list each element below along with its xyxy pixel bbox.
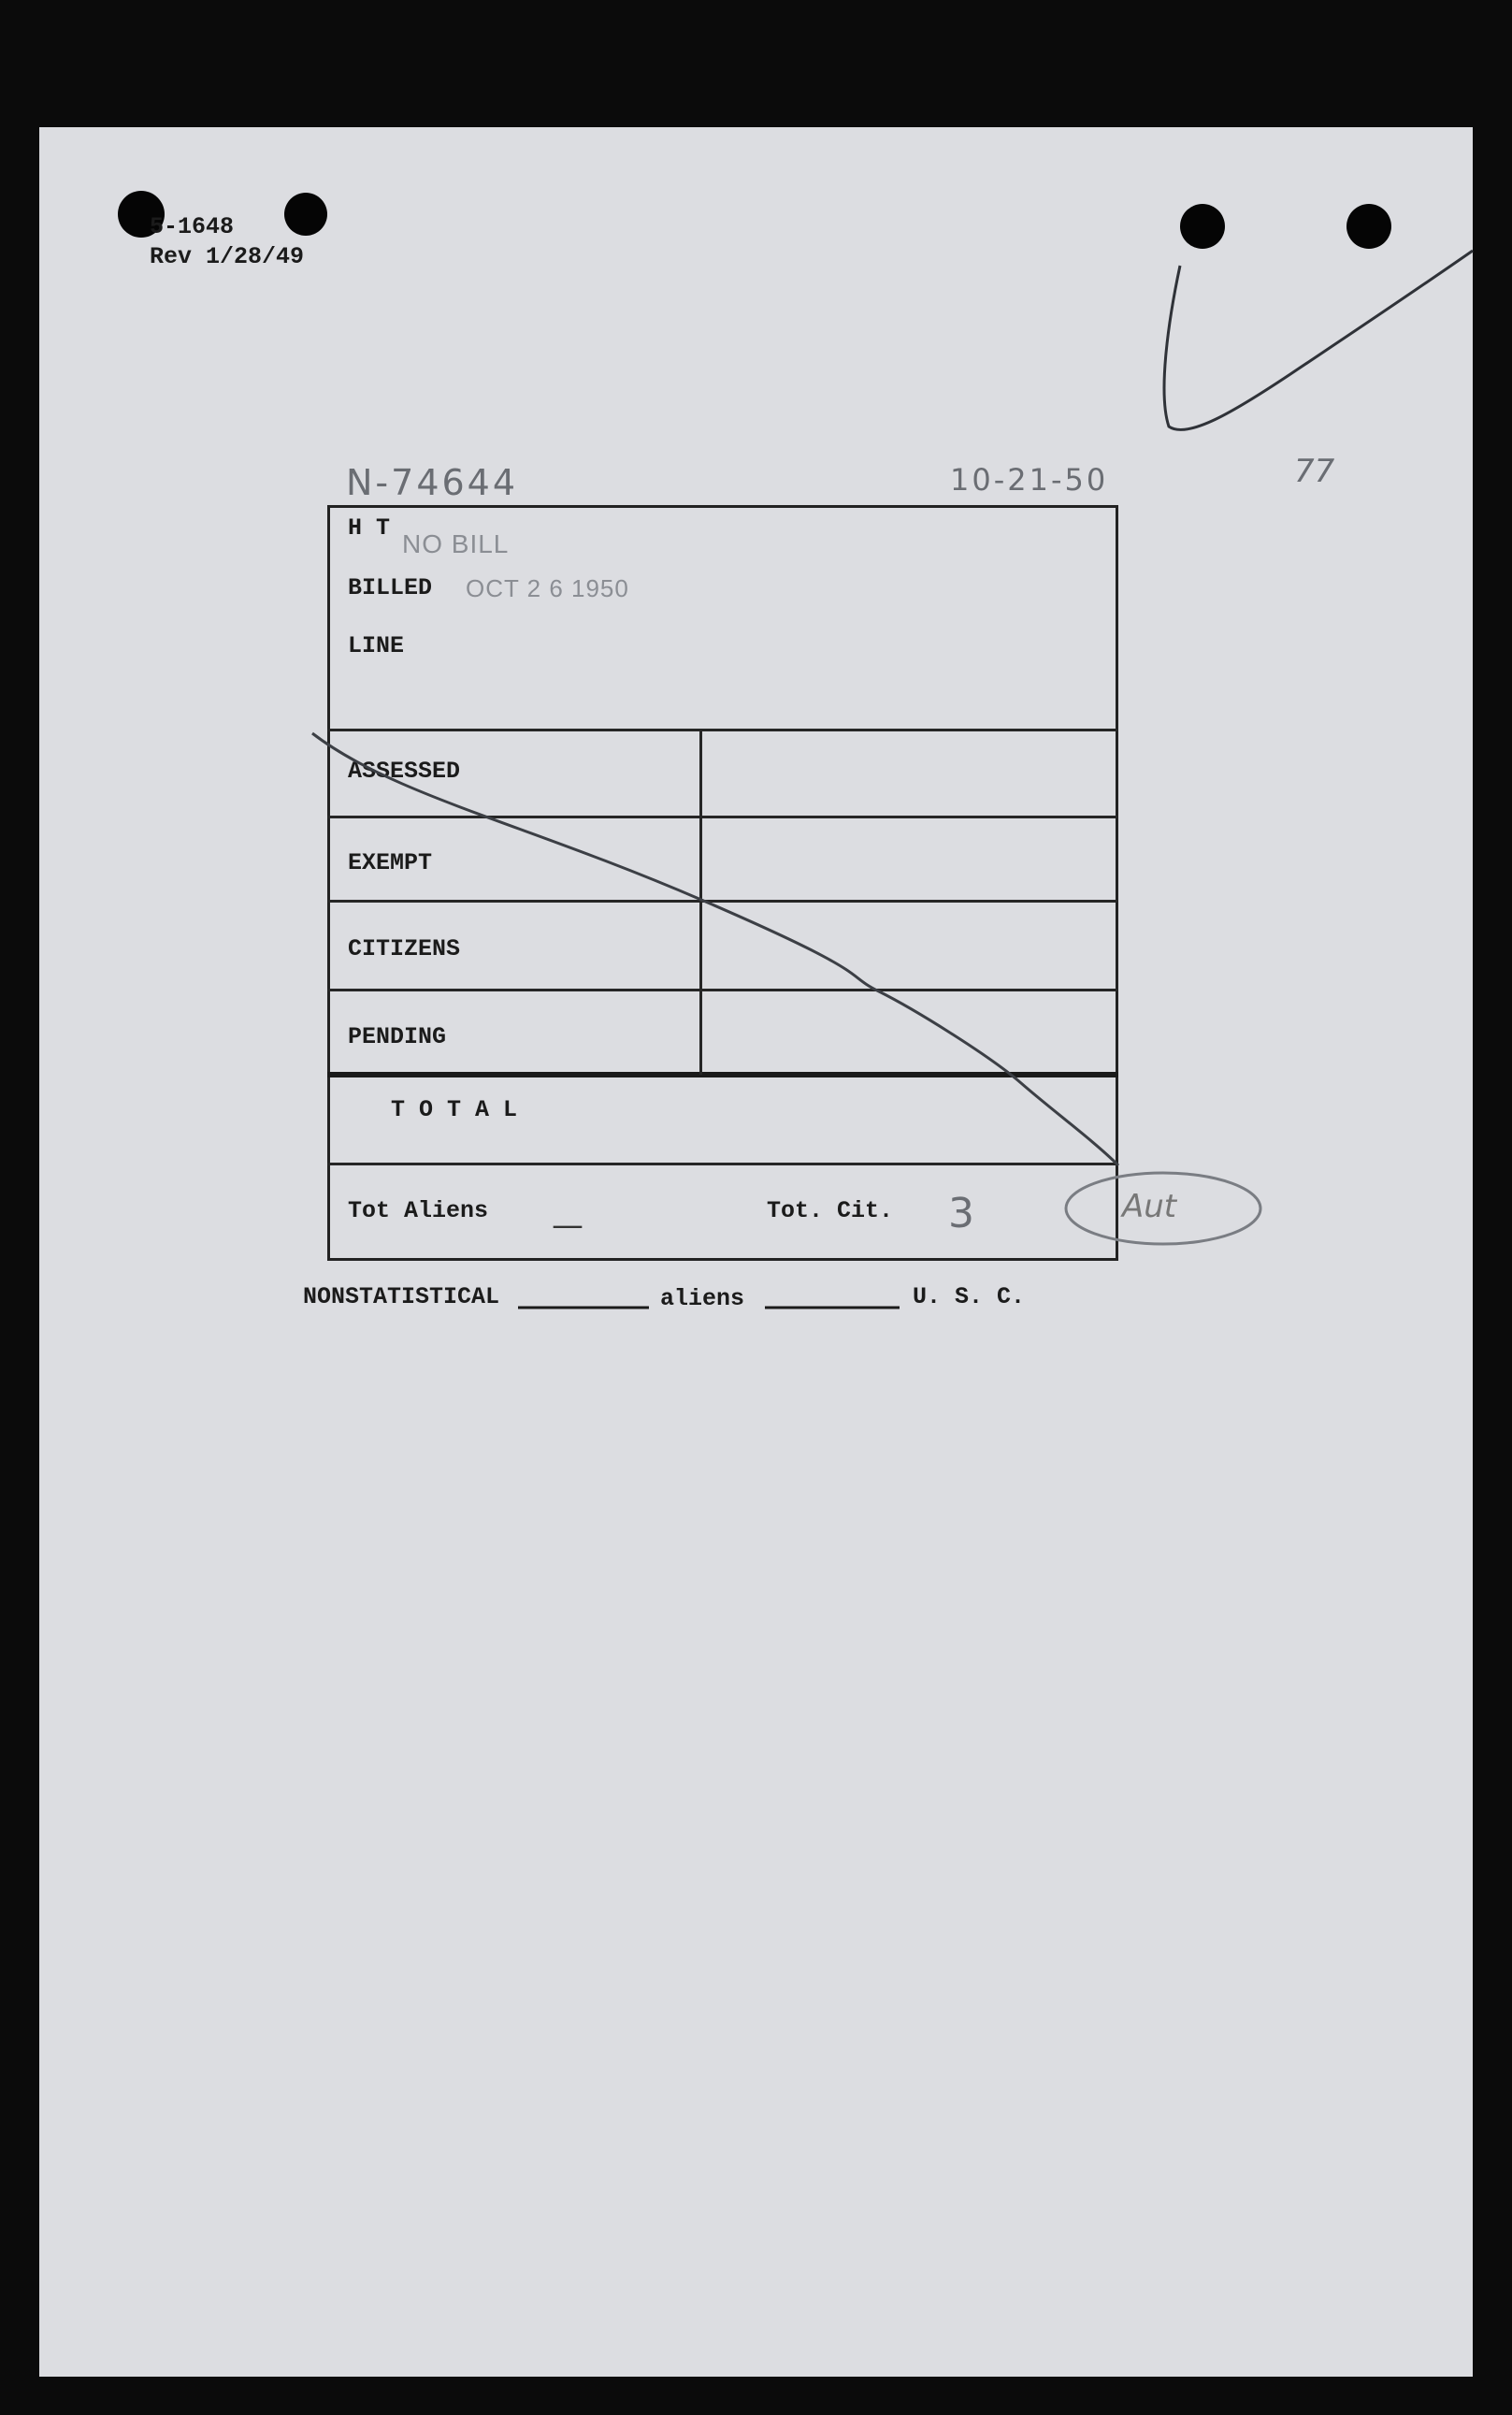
billed-date-stamp: OCT 2 6 1950 — [466, 574, 629, 602]
tot-cit-value: 3 — [948, 1190, 974, 1237]
form-revision: Rev 1/28/49 — [150, 243, 305, 270]
tot-aliens-label: Tot Aliens — [348, 1197, 489, 1224]
row-label-citizens: CITIZENS — [348, 935, 461, 962]
total-label: T O T A L — [391, 1096, 518, 1123]
row-label-assessed: ASSESSED — [348, 758, 461, 785]
handwritten-date: 10-21-50 — [950, 462, 1109, 498]
initials: Aut — [1122, 1188, 1177, 1225]
initials-oval — [1066, 1173, 1260, 1244]
header-field-billed: BILLED — [348, 574, 433, 601]
page-mark: 77 — [1294, 453, 1335, 490]
header-field-ht: H T — [348, 514, 391, 542]
cancellation-pen-line — [312, 733, 1118, 1165]
file-number: N-74644 — [346, 462, 519, 503]
nonstatistical-label: NONSTATISTICAL — [303, 1283, 500, 1310]
tot-cit-label: Tot. Cit. — [767, 1197, 894, 1224]
aliens-label: aliens — [660, 1285, 745, 1312]
tot-aliens-value: — — [552, 1207, 583, 1244]
header-field-line: LINE — [348, 632, 405, 659]
form-number: 5-1648 — [150, 213, 235, 240]
no-bill-stamp: NO BILL — [402, 529, 510, 558]
row-label-exempt: EXEMPT — [348, 849, 433, 876]
usc-label: U. S. C. — [913, 1283, 1026, 1310]
check-mark-stroke — [1164, 251, 1473, 429]
row-label-pending: PENDING — [348, 1023, 447, 1050]
